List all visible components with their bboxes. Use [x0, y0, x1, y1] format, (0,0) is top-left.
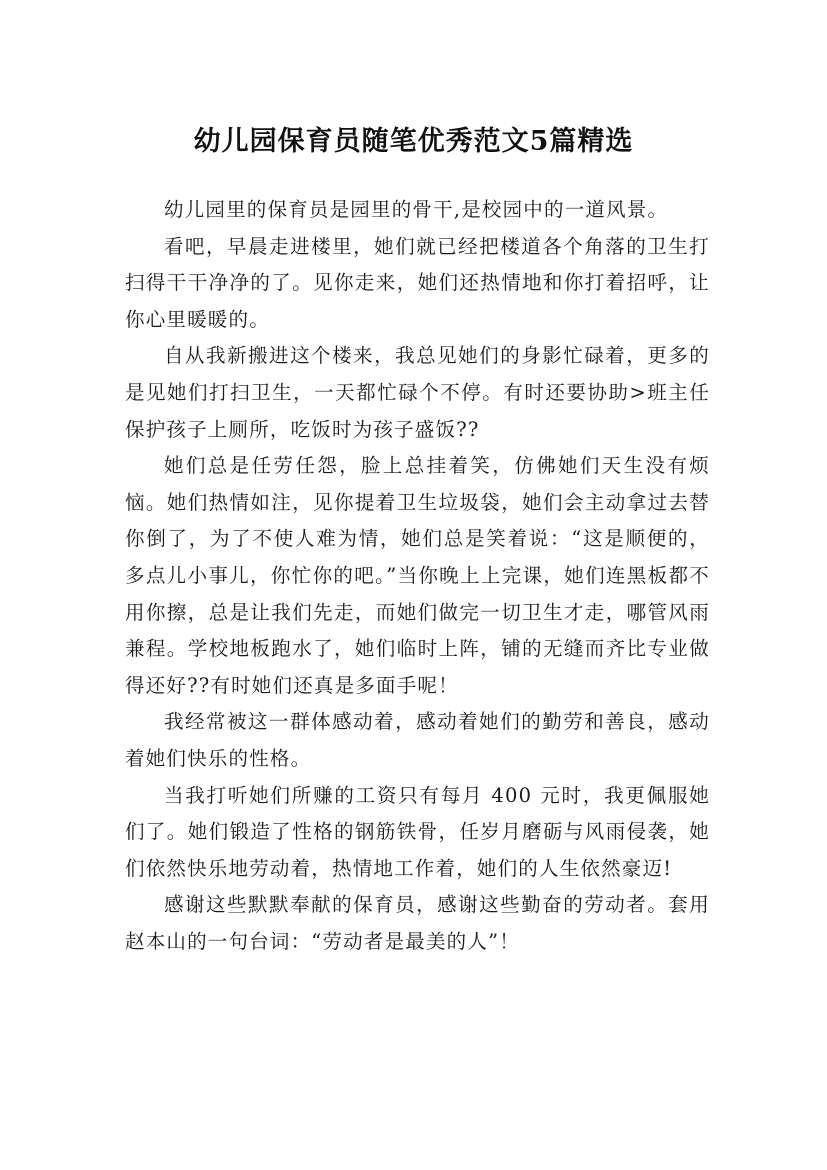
paragraph-1: 幼儿园里的保育员是园里的骨干,是校园中的一道风景。 [164, 198, 669, 221]
paragraph-6: 当我打听她们所赚的工资只有每月 400 元时，我更佩服她们了。她们锻造了性格的钢筋铁骨，任岁月磨砺与风雨侵袭，她们依然快乐地劳动着，热情地工作着，她们的人生依然豪迈! [125, 783, 710, 880]
paragraph-7: 感谢这些默默奉献的保育员，感谢这些勤奋的劳动者。套用赵本山的一句台词：“劳动者是最美的人”！ [125, 893, 710, 953]
page-title: 幼儿园保育员随笔优秀范文5篇精选 [193, 126, 634, 158]
paragraph-3: 自从我新搬进这个楼来，我总见她们的身影忙碌着，更多的是见她们打扫卫生，一天都忙碌个不停。有时还要协助>班主任保护孩子上厕所，吃饭时为孩子盛饭?? [125, 344, 710, 441]
paragraph-5: 我经常被这一群体感动着，感动着她们的勤劳和善良，感动着她们快乐的性格。 [125, 710, 710, 770]
paragraph-2: 看吧，早晨走进楼里，她们就已经把楼道各个角落的卫生打扫得干干净净的了。见你走来，她们还热情地和你打着招呼，让你心里暖暖的。 [125, 234, 710, 331]
article-body [125, 192, 710, 960]
paragraph-4: 她们总是任劳任怨，脸上总挂着笑，仿佛她们天生没有烦恼。她们热情如注，见你提着卫生垃圾袋，她们会主动拿过去替你倒了，为了不使人难为情，她们总是笑着说：“这是顺便的，多点儿小事儿，你忙你的吧。”当你晚上上完课，她们连黑板都不用你擦，总是让我们先走，而她们做完一切卫生才走，哪管风雨兼程。学校地板跑水了，她们临时上阵，铺的无缝而齐比专业做得还好??有时她们还真是多面手呢！ [125, 454, 710, 697]
